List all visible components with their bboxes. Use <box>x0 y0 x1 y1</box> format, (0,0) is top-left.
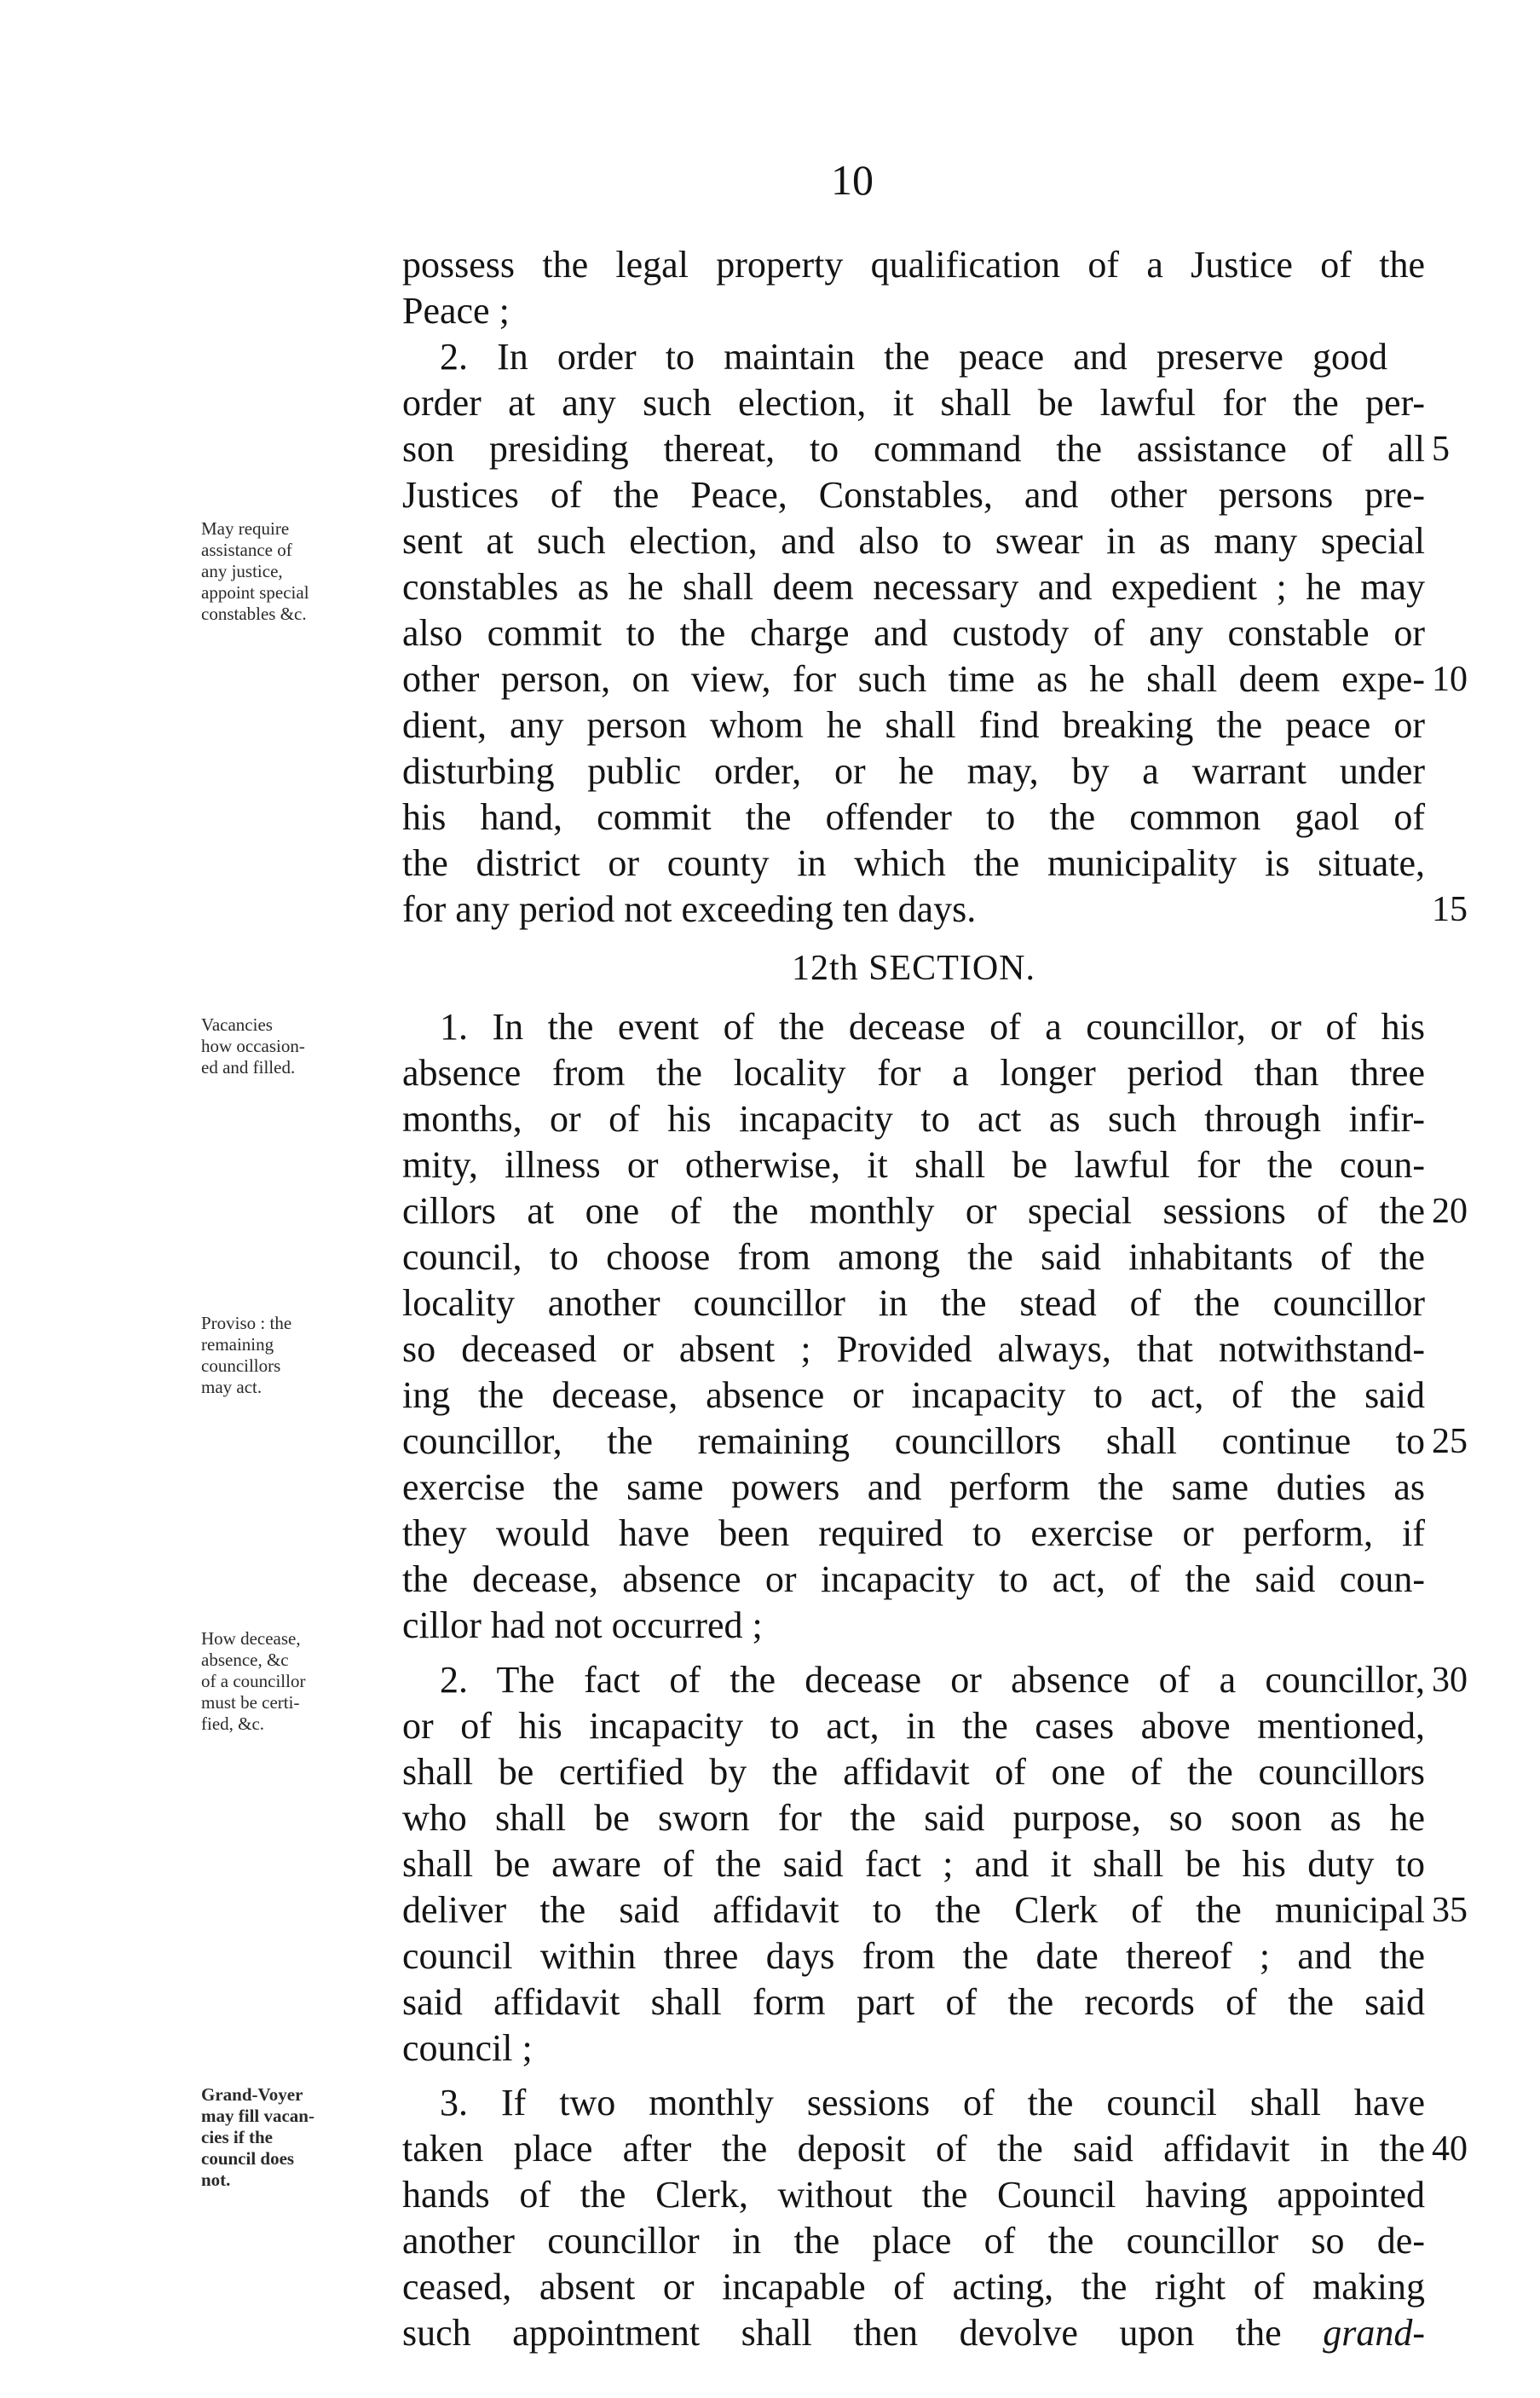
body-line: locality another councillor in the stead of the councillor <box>402 1282 1425 1324</box>
body-line: shall be aware of the said fact ; and it shall be his duty to <box>402 1843 1425 1885</box>
body-line: for any period not exceeding ten days. <box>402 888 977 930</box>
body-line: ceased, absent or incapable of acting, the right of making <box>402 2266 1425 2308</box>
body-line: his hand, commit the offender to the common gaol of <box>402 796 1425 838</box>
body-line: absence from the locality for a longer period than three <box>402 1052 1425 1094</box>
body-line: disturbing public order, or he may, by a warrant under <box>402 750 1425 792</box>
body-line: other person, on view, for such time as he shall deem expe- <box>402 658 1425 700</box>
section-heading: 12th SECTION. <box>792 949 1035 988</box>
body-line: possess the legal property qualification of a Justice of the <box>402 244 1425 286</box>
italic-word: grand- <box>1323 2312 1425 2354</box>
margin-note-proviso: Proviso : the remaining councillors may act. <box>201 1313 292 1397</box>
body-line: mity, illness or otherwise, it shall be lawful for the coun- <box>402 1144 1425 1186</box>
line-number: 35 <box>1432 1891 1468 1930</box>
body-line: 1. In the event of the decease of a councillor, or of his <box>440 1006 1425 1048</box>
page-number: 10 <box>831 156 874 204</box>
body-line: 3. If two monthly sessions of the council shall have <box>440 2082 1425 2124</box>
line-number: 30 <box>1432 1661 1468 1700</box>
line-number: 40 <box>1432 2129 1468 2169</box>
body-line: 2. The fact of the decease or absence of a councillor, <box>440 1659 1425 1701</box>
body-line: 2. In order to maintain the peace and preserve good <box>440 336 1387 378</box>
body-line: taken place after the deposit of the said affidavit in the <box>402 2128 1425 2170</box>
body-line: Peace ; <box>402 290 510 332</box>
body-line: sent at such election, and also to swear in as many special <box>402 520 1425 562</box>
margin-note-vacancies: Vacancies how occasion- ed and filled. <box>201 1014 305 1078</box>
body-line: or of his incapacity to act, in the cases above mentioned, <box>402 1705 1425 1747</box>
body-line: so deceased or absent ; Provided always, that notwithstand- <box>402 1328 1425 1370</box>
margin-note-grand-voyer: Grand-Voyer may fill vacan- cies if the council does not. <box>201 2084 314 2190</box>
body-line: cillors at one of the monthly or special sessions of the <box>402 1190 1425 1232</box>
line-number: 5 <box>1432 430 1450 469</box>
body-line: council ; <box>402 2027 533 2069</box>
body-line: dient, any person whom he shall find breaking the peace or <box>402 704 1425 746</box>
body-line: they would have been required to exercise or perform, if <box>402 1512 1425 1554</box>
body-line: Justices of the Peace, Constables, and other persons pre- <box>402 474 1425 516</box>
body-line: constables as he shall deem necessary and expedient ; he may <box>402 566 1425 608</box>
body-line: also commit to the charge and custody of any constable or <box>402 612 1425 654</box>
body-line: hands of the Clerk, without the Council having appointed <box>402 2174 1425 2216</box>
body-line: the decease, absence or incapacity to act, of the said coun- <box>402 1558 1425 1600</box>
body-line: order at any such election, it shall be lawful for the per- <box>402 382 1425 424</box>
body-line: cillor had not occurred ; <box>402 1604 763 1646</box>
margin-note-assistance: May require assistance of any justice, appoint special constables &c. <box>201 518 309 624</box>
body-line: council, to choose from among the said inhabitants of the <box>402 1236 1425 1278</box>
line-number: 15 <box>1432 890 1468 929</box>
body-line: ing the decease, absence or incapacity to act, of the said <box>402 1374 1425 1416</box>
body-line: months, or of his incapacity to act as such through infir- <box>402 1098 1425 1140</box>
body-line: said affidavit shall form part of the records of the said <box>402 1981 1425 2023</box>
body-line: son presiding thereat, to command the assistance of all <box>402 428 1425 470</box>
body-line: councillor, the remaining councillors shall continue to <box>402 1420 1425 1462</box>
line-number: 25 <box>1432 1422 1468 1461</box>
line-number: 20 <box>1432 1192 1468 1231</box>
body-line: such appointment shall then devolve upon the grand- <box>402 2312 1425 2354</box>
body-line: shall be certified by the affidavit of one of the councillors <box>402 1751 1425 1793</box>
body-line: the district or county in which the municipality is situate, <box>402 842 1425 884</box>
body-line: council within three days from the date thereof ; and the <box>402 1935 1425 1977</box>
body-line: exercise the same powers and perform the same duties as <box>402 1466 1425 1508</box>
line-number: 10 <box>1432 660 1468 699</box>
body-line: who shall be sworn for the said purpose, so soon as he <box>402 1797 1425 1839</box>
body-line: deliver the said affidavit to the Clerk of the municipal <box>402 1889 1425 1931</box>
margin-note-certification: How decease, absence, &c of a councillor must be certi- fied, &c. <box>201 1628 306 1734</box>
body-line: another councillor in the place of the councillor so de- <box>402 2220 1425 2262</box>
